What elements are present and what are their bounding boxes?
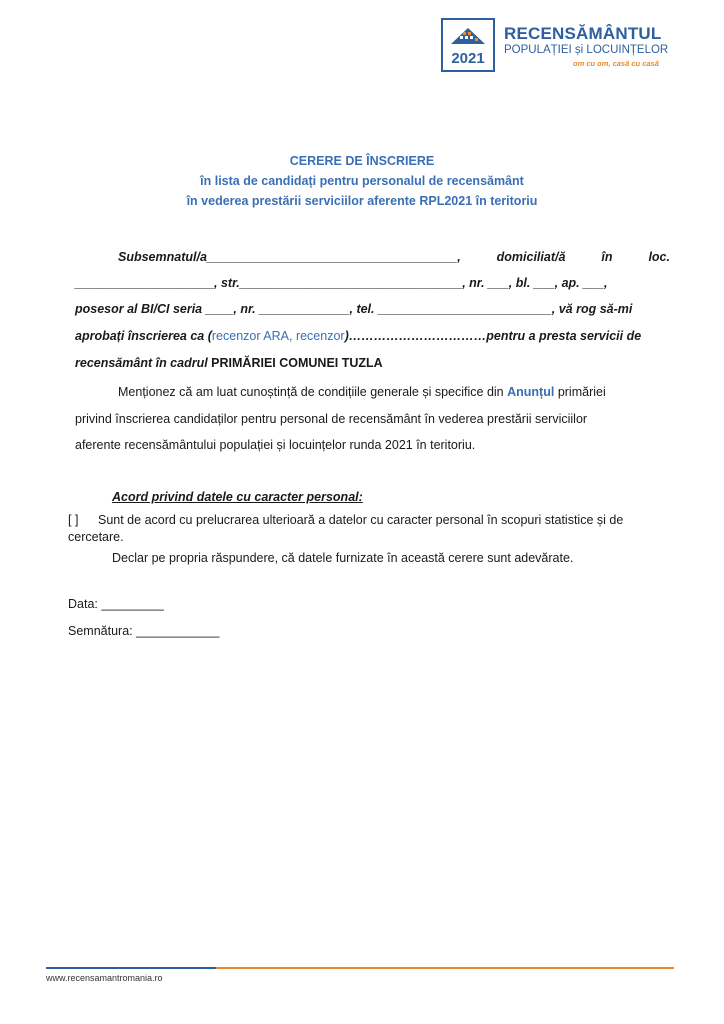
- announcement-link[interactable]: Anunțul: [507, 385, 555, 399]
- paragraph-text: Menționez că am luat cunoștință de condițiile generale și specifice din: [118, 385, 508, 399]
- declaration-text: Declar pe propria răspundere, că datele furnizate în această cerere sunt adevărate.: [112, 551, 574, 565]
- in-label: în: [601, 250, 613, 264]
- logo-title: RECENSĂMÂNTUL: [504, 24, 662, 43]
- consent-heading: Acord privind datele cu caracter personal:: [112, 490, 363, 504]
- footer-divider-blue: [46, 967, 216, 969]
- paragraph-line-1: [118, 385, 606, 399]
- consent-checkbox[interactable]: [ ]: [68, 513, 79, 527]
- logo-emblem: [441, 18, 495, 72]
- comma: ,: [457, 250, 461, 264]
- census-logo: [441, 18, 681, 74]
- document-title: CERERE DE ÎNSCRIERE: [289, 154, 435, 168]
- footer-url[interactable]: www.recensamantromania.ro: [46, 973, 163, 983]
- form-line-4: [75, 329, 641, 343]
- role-options: recenzor ARA, recenzor: [211, 329, 345, 343]
- form-line-1: [118, 250, 670, 264]
- form-line-2[interactable]: ____________________, str.________________________________, nr. ___, bl. ___, ap. ___,: [75, 276, 608, 290]
- name-label: Subsemnatul/a: [118, 250, 207, 264]
- approve-text: aprobați înscrierea ca (: [75, 329, 212, 343]
- footer-divider-orange: [216, 967, 674, 969]
- document-subtitle-1: în lista de candidați pentru personalul de recensământ: [200, 174, 524, 188]
- paragraph-line-2: privind înscrierea candidaților pentru personal de recensământ în vederea prestării serviciilor: [75, 412, 588, 426]
- paragraph-line-3: aferente recensământului populației și locuințelor runda 2021 în teritoriu.: [75, 438, 476, 452]
- form-line-3[interactable]: posesor al BI/CI seria ____, nr. _____________, tel. _________________________, vă rog să-mi: [75, 302, 633, 316]
- paragraph-text: primăriei: [554, 385, 606, 399]
- locality-label: loc.: [648, 250, 670, 264]
- date-field[interactable]: Data: _________: [68, 597, 164, 611]
- signature-field[interactable]: Semnătura: ____________: [68, 624, 220, 638]
- consent-text-1: Sunt de acord cu prelucrarea ulterioară a datelor cu caracter personal în scopuri statistice și de: [98, 513, 624, 527]
- svg-text:2021: [451, 50, 484, 67]
- census-text: recensământ în cadrul: [75, 356, 212, 370]
- house-icon: [443, 20, 493, 70]
- logo-slogan: om cu om, casă cu casă: [573, 59, 659, 68]
- name-field[interactable]: ____________________________________: [206, 250, 458, 264]
- consent-text-2: cercetare.: [68, 530, 124, 544]
- logo-year: 2021: [451, 50, 485, 67]
- role-field[interactable]: )……………………………pentru a presta servicii de: [344, 329, 642, 343]
- logo-subtitle: POPULAȚIEI și LOCUINȚELOR: [504, 44, 669, 56]
- domicile-label: domiciliat/ă: [496, 250, 566, 264]
- document-subtitle-2: în vederea prestării serviciilor aferente RPL2021 în teritoriu: [186, 194, 538, 208]
- form-line-5: [75, 356, 383, 370]
- institution-name: PRIMĂRIEI COMUNEI TUZLA: [211, 356, 383, 370]
